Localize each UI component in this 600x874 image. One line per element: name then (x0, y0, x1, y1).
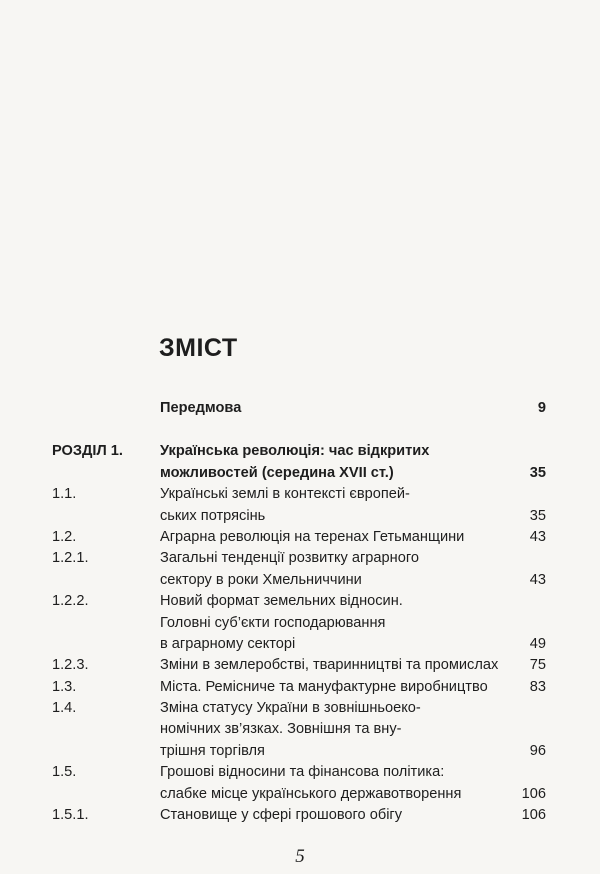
toc-entry-page: 35 (529, 464, 546, 481)
toc-line (0, 784, 600, 805)
toc-entry-number: 1.2.2. (52, 593, 89, 610)
toc-entry-title: сектору в роки Хмельниччини (160, 571, 362, 588)
toc-entry (0, 762, 600, 805)
toc-entry (0, 805, 600, 826)
toc-entry-number: 1.5. (52, 764, 77, 781)
toc-entry-page: 96 (529, 742, 546, 759)
spacer (0, 419, 600, 441)
toc-entry-number: 1.4. (52, 700, 77, 717)
toc-entry-number: 1.2.3. (52, 657, 89, 674)
toc-entry (0, 527, 600, 548)
toc-line (0, 398, 600, 419)
toc-entry-number: РОЗДІЛ 1. (52, 443, 123, 460)
toc-line (0, 677, 600, 698)
toc-entry-title: Грошові відносини та фінансова політика: (160, 764, 445, 781)
toc-line (0, 698, 600, 719)
toc-entry-title: Зміна статусу України в зовнішньоеко- (160, 700, 421, 717)
toc-entry-title: в аграрному секторі (160, 635, 296, 652)
toc-entry-number: 1.2. (52, 528, 77, 545)
toc-line (0, 484, 600, 505)
table-of-contents (0, 398, 600, 826)
toc-entry-page: 49 (529, 635, 546, 652)
toc-entry (0, 398, 600, 419)
toc-line (0, 719, 600, 740)
toc-line (0, 805, 600, 826)
toc-entry-page: 83 (529, 678, 546, 695)
toc-entry-number: 1.5.1. (52, 807, 89, 824)
toc-entry-page: 43 (529, 528, 546, 545)
page-number: 5 (295, 846, 305, 867)
toc-entry-title: ських потрясінь (160, 507, 266, 524)
toc-line (0, 741, 600, 762)
toc-entry-number: 1.3. (52, 678, 77, 695)
toc-entry-title: Загальні тенденції розвитку аграрного (160, 550, 419, 567)
toc-line (0, 570, 600, 591)
toc-entry-title: Головні суб’єкти господарювання (160, 614, 386, 631)
page-title: ЗМІСТ (159, 334, 238, 362)
toc-entry (0, 655, 600, 676)
toc-entry-title: Зміни в землеробстві, тваринництві та промислах (160, 657, 499, 674)
toc-line (0, 591, 600, 612)
toc-entry-page: 106 (521, 785, 546, 802)
toc-line (0, 613, 600, 634)
toc-entry-title: Становище у сфері грошового обігу (160, 807, 403, 824)
toc-entry-title: Новий формат земельних відносин. (160, 593, 403, 610)
toc-entry-page: 9 (537, 400, 546, 416)
toc-line (0, 527, 600, 548)
toc-line (0, 463, 600, 484)
toc-entry-title: Українські землі в контексті європей- (160, 486, 410, 503)
toc-line (0, 762, 600, 783)
toc-entry (0, 677, 600, 698)
toc-entry-page: 75 (529, 657, 546, 674)
toc-entry-title: Міста. Ремісниче та мануфактурне виробництво (160, 678, 488, 695)
toc-entry-page: 106 (521, 807, 546, 824)
toc-line (0, 655, 600, 676)
toc-line (0, 506, 600, 527)
toc-line (0, 441, 600, 462)
toc-entry-page: 43 (529, 571, 546, 588)
toc-line (0, 634, 600, 655)
toc-entry (0, 548, 600, 591)
toc-entry-title: Передмова (160, 400, 242, 416)
toc-entry-number: 1.2.1. (52, 550, 89, 567)
toc-entry-title: трішня торгівля (160, 742, 265, 759)
toc-entry (0, 484, 600, 527)
toc-entry (0, 698, 600, 762)
toc-entry-page: 35 (529, 507, 546, 524)
toc-entry (0, 441, 600, 484)
toc-entry-title: можливостей (середина XVII ст.) (160, 464, 394, 481)
toc-entry-title: номічних зв’язках. Зовнішня та вну- (160, 721, 402, 738)
toc-entry-title: Українська революція: час відкритих (160, 443, 430, 460)
toc-entry (0, 591, 600, 655)
toc-entry-title: Аграрна революція на теренах Гетьманщини (160, 528, 465, 545)
toc-line (0, 548, 600, 569)
toc-entry-number: 1.1. (52, 486, 77, 503)
toc-entry-title: слабке місце українського державотворення (160, 785, 462, 802)
